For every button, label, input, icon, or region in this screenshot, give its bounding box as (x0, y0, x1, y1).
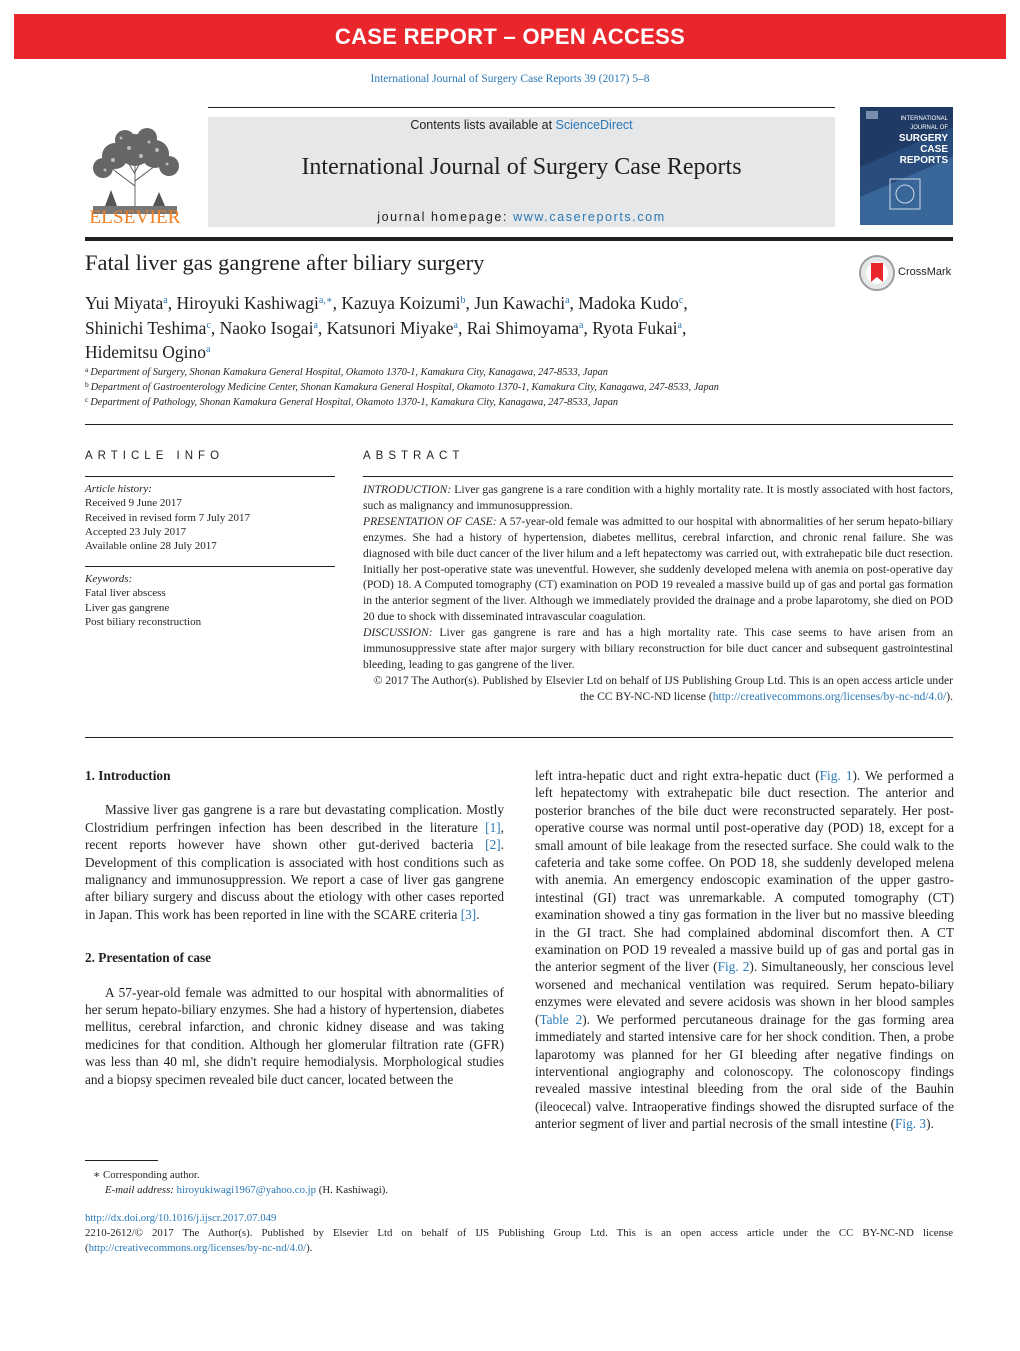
author-name[interactable]: Hidemitsu Ogino (85, 342, 207, 362)
case-paragraph-continued (535, 767, 954, 1133)
body-text: ). We performed percutaneous drainage for the gas forming area immediately and started intensive care for her shock condition. Then, a probe laparotomy was planned for her GI bleeding after negative findings on interventional angiography and colonoscopy. The colonoscopy findings revealed massive intestinal bleeding from the oral side of the Bauhin (ileocecal) valve. Intraoperative findings showed the disrupted surface of the anterior segment of liver and partial necrosis of the small intestine ( (535, 1011, 954, 1132)
abstract-copyright (363, 673, 953, 705)
author-name[interactable]: Katsunori Miyake (326, 317, 454, 338)
homepage-prefix: journal homepage: (377, 210, 514, 224)
body-text: ). (926, 1116, 934, 1132)
figure-link-1[interactable]: Fig. 1 (819, 768, 853, 783)
abstract-discussion (363, 625, 953, 673)
abstract-intro-text: Liver gas gangrene is a rare condition with a highly mortality rate. It is mostly associated with host factors, such as malignancy and immunosuppression. (363, 483, 953, 512)
author-affiliation-mark[interactable]: a,∗ (318, 295, 333, 306)
journal-homepage-line (208, 210, 835, 224)
table-link-2[interactable]: Table 2 (539, 1011, 583, 1027)
cover-line-3: SURGERY (898, 133, 948, 144)
cover-line-1: INTERNATIONAL (900, 116, 948, 122)
license-end: ). (306, 1241, 313, 1254)
abstract-bottom-rule (85, 737, 953, 738)
doi-link[interactable]: http://dx.doi.org/10.1016/j.ijscr.2017.07.049 (85, 1212, 277, 1224)
email-owner: (H. Kashiwagi). (316, 1184, 389, 1196)
author-affiliation-mark[interactable]: a (453, 319, 458, 331)
abstract-rule (363, 476, 953, 477)
body-text: left intra-hepatic duct and right extra-hepatic duct ( (535, 768, 820, 783)
abstract-intro-label: INTRODUCTION: (363, 483, 452, 496)
figure-link-2[interactable]: Fig. 2 (717, 959, 750, 975)
abstract-case (363, 514, 953, 625)
sciencedirect-link[interactable]: ScienceDirect (555, 118, 633, 132)
affiliation-text: Department of Gastroenterology Medicine Center, Shonan Kamakura General Hospital, Okamoto 1370-1, Kamakura City, Kanagawa, 247-8533, Japan (90, 382, 719, 393)
header-bottom-rule (85, 237, 953, 241)
cover-line-5: REPORTS (899, 155, 948, 166)
journal-cover-image[interactable] (860, 107, 953, 225)
contents-prefix: Contents lists available at (410, 118, 556, 132)
introduction-paragraph (85, 801, 504, 923)
abstract-introduction (363, 482, 953, 514)
corresponding-author-footnote (85, 1168, 388, 1198)
abstract-disc-text: Liver gas gangrene is rare and has a high mortality rate. This case seems to have arisen from an immunosuppressive state after major surgery with biliary reconstruction for bile duct cancer and subsequent gastrointestinal bleeding, leading to gas gangrene of the liver. (363, 626, 953, 671)
body-text: , recent reports however have shown other gut-derived bacteria (85, 819, 504, 853)
reference-link-2[interactable]: [2] (485, 837, 501, 853)
article-info-rule (85, 476, 335, 477)
author-name[interactable]: Madoka Kudo (578, 293, 679, 313)
footnote-rule (85, 1160, 158, 1161)
author-affiliation-mark[interactable]: b (460, 295, 466, 306)
author-affiliation-mark[interactable]: a (163, 295, 168, 306)
abstract-case-label: PRESENTATION OF CASE: (363, 514, 497, 528)
cover-line-2: JOURNAL OF (910, 125, 948, 131)
author-separator: , (569, 293, 579, 313)
affiliation-rule (85, 424, 953, 425)
crossmark-label[interactable]: CrossMark (898, 266, 952, 278)
history-accepted: Accepted 23 July 2017 (85, 525, 187, 538)
left-column (85, 767, 504, 1088)
journal-citation-link[interactable]: International Journal of Surgery Case Reports 39 (2017) 5–8 (370, 73, 650, 85)
history-received: Received 9 June 2017 (85, 497, 182, 510)
abstract-heading: ABSTRACT (363, 450, 465, 462)
author-affiliation-mark[interactable]: a (313, 319, 318, 331)
reference-link-3[interactable]: [3] (460, 906, 477, 922)
author-name[interactable]: Shinichi Teshima (85, 317, 207, 338)
author-name[interactable]: Rai Shimoyama (466, 317, 579, 338)
abstract-body (363, 482, 953, 705)
copyright-end: ). (946, 689, 953, 703)
contents-line (208, 118, 835, 132)
elsevier-wordmark: ELSEVIER (89, 207, 181, 228)
affiliation-a (85, 365, 608, 378)
affiliation-mark: a (85, 365, 89, 374)
affiliation-mark: c (85, 395, 89, 404)
author-name[interactable]: Kazuya Koizumi (341, 293, 461, 313)
keywords-label: Keywords: (85, 573, 133, 585)
article-history-label: Article history: (85, 483, 152, 495)
section-heading-introduction: 1. Introduction (85, 768, 171, 783)
affiliation-text: Department of Surgery, Shonan Kamakura General Hospital, Okamoto 1370-1, Kamakura City, Kanagawa, 247-8533, Japan (90, 367, 608, 378)
author-affiliation-mark[interactable]: a (579, 319, 584, 331)
right-column (535, 767, 954, 1133)
abstract-disc-label: DISCUSSION: (363, 626, 433, 640)
body-text: ). Simultaneously, her conscious level worsened and mechanical ventilation was required. Serum hepato-biliary enzymes were elevated and severe acidosis was shown in her blood samples ( (535, 959, 954, 1027)
footnote-star: ∗ (93, 1169, 101, 1181)
license-link[interactable]: http://creativecommons.org/licenses/by-nc-nd/4.0/ (712, 689, 947, 703)
author-affiliation-mark[interactable]: a (206, 344, 211, 355)
author-affiliation-mark[interactable]: c (206, 319, 211, 331)
cover-line-4: CASE (920, 144, 948, 155)
keyword-item[interactable]: Fatal liver abscess (85, 587, 166, 600)
author-separator: , (457, 317, 467, 338)
keyword-item[interactable]: Liver gas gangrene (85, 601, 170, 614)
author-name[interactable]: Hiroyuki Kashiwagi (176, 293, 319, 313)
author-separator: , (682, 317, 687, 338)
body-text: . (476, 906, 480, 922)
license-text: 2210-2612/© 2017 The Author(s). Published by Elsevier Ltd on behalf of IJS Publishing Group Ltd. This is an open access article under the CC BY-NC-ND license ( (85, 1227, 953, 1254)
author-name[interactable]: Yui Miyata (85, 293, 164, 313)
author-name[interactable]: Naoko Isogai (219, 317, 314, 338)
author-name[interactable]: Ryota Fukai (592, 317, 678, 338)
figure-link-3[interactable]: Fig. 3 (895, 1116, 927, 1132)
open-access-banner: CASE REPORT – OPEN ACCESS (14, 14, 1006, 59)
author-separator: , (465, 293, 475, 313)
paper-title: Fatal liver gas gangrene after biliary surgery (85, 250, 485, 275)
header-top-rule (208, 107, 835, 108)
article-info-heading: ARTICLE INFO (85, 450, 225, 462)
author-affiliation-mark[interactable]: a (565, 295, 570, 306)
author-affiliation-mark[interactable]: a (677, 319, 682, 331)
reference-link-1[interactable]: [1] (485, 819, 501, 835)
corresponding-label: Corresponding author. (100, 1169, 200, 1181)
crossmark-icon[interactable] (858, 254, 896, 292)
affiliation-c (85, 395, 618, 408)
keywords-rule (85, 566, 335, 567)
email-link[interactable]: hiroyukiwagi1967@yahoo.co.jp (176, 1184, 317, 1196)
author-affiliation-mark[interactable]: c (678, 295, 684, 306)
author-separator: , (167, 293, 177, 313)
license-footer-link[interactable]: http://creativecommons.org/licenses/by-nc-nd/4.0/ (88, 1241, 307, 1254)
article-history (85, 482, 250, 553)
author-separator: , (332, 293, 342, 313)
keywords (85, 572, 201, 629)
affiliation-text: Department of Pathology, Shonan Kamakura General Hospital, Okamoto 1370-1, Kamakura City, Kanagawa, 247-8533, Japan (90, 397, 619, 408)
section-heading-case: 2. Presentation of case (85, 950, 212, 966)
body-text: ). We performed a left hepatectomy with extrahepatic bile duct resection. The anterior and posterior branches of the bile duct were reconstructed separately. Her post-operative course was normal until post-operative day (POD) 18, except for a small amount of bile leakage from the resected surface. She could walk to the cafeteria and take some coffee. On POD 18, she suddenly developed melena with anemia. An emergency endoscopic examination of the upper gastro-intestinal (GI) tract was unremarkable. A computed tomography (CT) examination showed a tiny gas formation in the liver but no massive bleeding in the GI tract. She had complained abdominal discomfort then. A CT examination on POD 19 revealed a massive build up of gas and portal gas in the anterior segment of the liver ( (535, 768, 954, 975)
body-text: . Development of this complication is associated with host conditions such as malignancy and immunosuppression. We report a case of liver gas gangrene after biliary surgery and discuss about the etiology with other cases reported in Japan. This work has been reported in line with the SCARE criteria (85, 837, 504, 922)
author-separator: , (317, 317, 327, 338)
author-separator: , (210, 317, 220, 338)
journal-title: International Journal of Surgery Case Reports (301, 154, 742, 180)
affiliation-b (85, 380, 719, 393)
homepage-link[interactable]: www.casereports.com (513, 210, 666, 224)
author-name[interactable]: Jun Kawachi (474, 293, 566, 313)
history-revised: Received in revised form 7 July 2017 (85, 511, 250, 524)
body-text: Massive liver gas gangrene is a rare but devastating complication. Mostly Clostridium perfringen infection has been described in the literature (85, 802, 504, 835)
history-online: Available online 28 July 2017 (85, 540, 217, 553)
author-separator: , (583, 317, 593, 338)
author-separator: , (683, 293, 688, 313)
license-footer (85, 1226, 953, 1255)
copyright-text: © 2017 The Author(s). Published by Elsevier Ltd on behalf of IJS Publishing Group Ltd. This is an open access article under the CC BY-NC-ND license ( (373, 673, 953, 703)
author-list (85, 290, 825, 364)
email-label: E-mail address: (105, 1184, 177, 1196)
case-paragraph: A 57-year-old female was admitted to our hospital with abnormalities of her serum hepato-biliary enzymes. She had a history of hypertension, diabetes mellitus, cerebral infarction, and chronic kidney disease and was taking medicines for that condition. Although her glomerular filtration rate (GFR) was less than 40 ml, she didn't require hemodialysis. Morphological studies and a biopsy specimen revealed bile duct cancer, located between the (85, 984, 504, 1087)
keyword-item[interactable]: Post biliary reconstruction (85, 615, 202, 628)
abstract-case-text: A 57-year-old female was admitted to our hospital with abnormalities of her serum hepato-biliary enzymes. She had a history of hypertension, diabetes mellitus, cerebral infarction, and chronic renal failure. She was diagnosed with bile duct cancer of the liver hilum and a left hepatectomy was carried out, with extrahepatic bile duct resection. Initially her post-operative state was uneventful. However, she suddenly developed melena with anemia on post-operative day (POD) 18. A Computed tomography (CT) examination on POD 19 revealed a massive build up of gas and portal gas formation in the anterior segment of the liver. Although we immediately provided the drainage and a probe laparotomy, she died on POD 20 due to shock with disseminated intravascular coagulation. (363, 514, 953, 624)
affiliation-mark: b (85, 380, 89, 389)
